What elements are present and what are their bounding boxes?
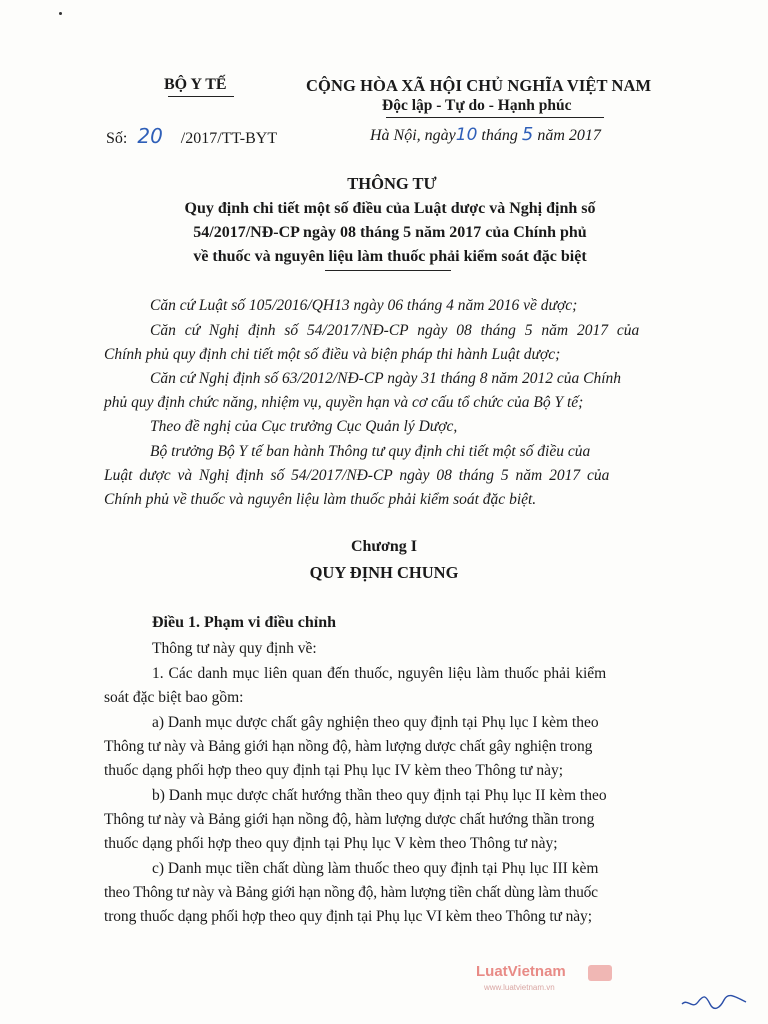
basis-line: Căn cứ Nghị định số 63/2012/NĐ-CP ngày 31 tháng 8 năm 2012 của Chính [150,370,622,387]
basis-line: Chính phủ về thuốc và nguyên liệu làm thuốc phải kiểm soát đặc biệt. [104,491,537,508]
document-number [106,124,277,148]
logo-arrow-icon [588,965,612,981]
republic-name: CỘNG HÒA XÃ HỘI CHỦ NGHĨA VIỆT NAM [306,76,652,95]
title-line-1: Quy định chi tiết một số điều của Luật dược và Nghị định số [184,200,596,217]
basis-line: Căn cứ Luật số 105/2016/QH13 ngày 06 tháng 4 năm 2016 về dược; [150,297,578,314]
article-line: c) Danh mục tiền chất dùng làm thuốc theo quy định tại Phụ lục III kèm [152,860,599,877]
basis-line: Chính phủ quy định chi tiết một số điều và biện pháp thi hành Luật dược; [104,346,561,363]
article-line: a) Danh mục dược chất gây nghiện theo quy định tại Phụ lục I kèm theo [152,714,599,731]
scan-speck [59,12,62,15]
logo-text: LuatVietnam [476,963,566,980]
doc-no-suffix: /2017/TT-BYT [180,130,278,147]
basis-line: phủ quy định chức năng, nhiệm vụ, quyền hạn và cơ cấu tổ chức của Bộ Y tế; [104,394,584,411]
basis-line: Bộ trưởng Bộ Y tế ban hành Thông tư quy định chi tiết một số điều của [150,443,591,460]
article-line: thuốc dạng phối hợp theo quy định tại Phụ lục V kèm theo Thông tư này; [104,835,558,852]
ministry-name: BỘ Y TẾ [164,76,227,93]
chapter-number: Chương I [350,538,418,555]
basis-line: Căn cứ Nghị định số 54/2017/NĐ-CP ngày 08 tháng 5 năm 2017 của [150,322,640,339]
article-line: trong thuốc dạng phối hợp theo quy định tại Phụ lục VI kèm theo Thông tư này; [104,908,592,925]
basis-line: Theo đề nghị của Cục trưởng Cục Quản lý Dược, [150,418,458,435]
date-month: 5 [521,124,534,145]
chapter-name: QUY ĐỊNH CHUNG [309,563,459,582]
article-line: Thông tư này quy định về: [152,640,317,657]
title-line-2: 54/2017/NĐ-CP ngày 08 tháng 5 năm 2017 của Chính phủ [193,224,587,241]
date-day: 10 [455,125,478,145]
document-type: THÔNG TƯ [347,174,437,193]
date-month-word: tháng [481,127,518,144]
signature-mark [680,990,750,1014]
doc-no-handwritten: 20 [137,124,163,148]
date-prefix: Hà Nội, ngày [370,127,456,144]
logo-subtext: www.luatvietnam.vn [484,983,555,992]
article-line: thuốc dạng phối hợp theo quy định tại Phụ lục IV kèm theo Thông tư này; [104,762,564,779]
doc-no-prefix: Số: [106,130,128,147]
article-line: Thông tư này và Bảng giới hạn nồng độ, hàm lượng dược chất gây nghiện trong [104,738,593,755]
article-line: Thông tư này và Bảng giới hạn nồng độ, hàm lượng dược chất hướng thần trong [104,811,595,828]
title-line-3: về thuốc và nguyên liệu làm thuốc phải kiểm soát đặc biệt [193,248,587,265]
basis-line: Luật dược và Nghị định số 54/2017/NĐ-CP ngày 08 tháng 5 năm 2017 của [104,467,610,484]
title-underline [325,270,451,271]
article-line: theo Thông tư này và Bảng giới hạn nồng độ, hàm lượng tiền chất dùng làm thuốc [104,884,598,901]
date-year: năm 2017 [537,127,601,144]
national-motto: Độc lập - Tự do - Hạnh phúc [382,97,572,114]
article-line: b) Danh mục dược chất hướng thần theo quy định tại Phụ lục II kèm theo [152,787,607,804]
article-heading: Điều 1. Phạm vi điều chỉnh [152,614,337,631]
luatvietnam-logo [476,963,566,992]
motto-underline [386,117,604,118]
issue-date [370,124,601,145]
ministry-underline [168,96,234,97]
article-line: soát đặc biệt bao gồm: [104,689,244,706]
article-line: 1. Các danh mục liên quan đến thuốc, nguyên liệu làm thuốc phải kiểm [152,665,607,682]
